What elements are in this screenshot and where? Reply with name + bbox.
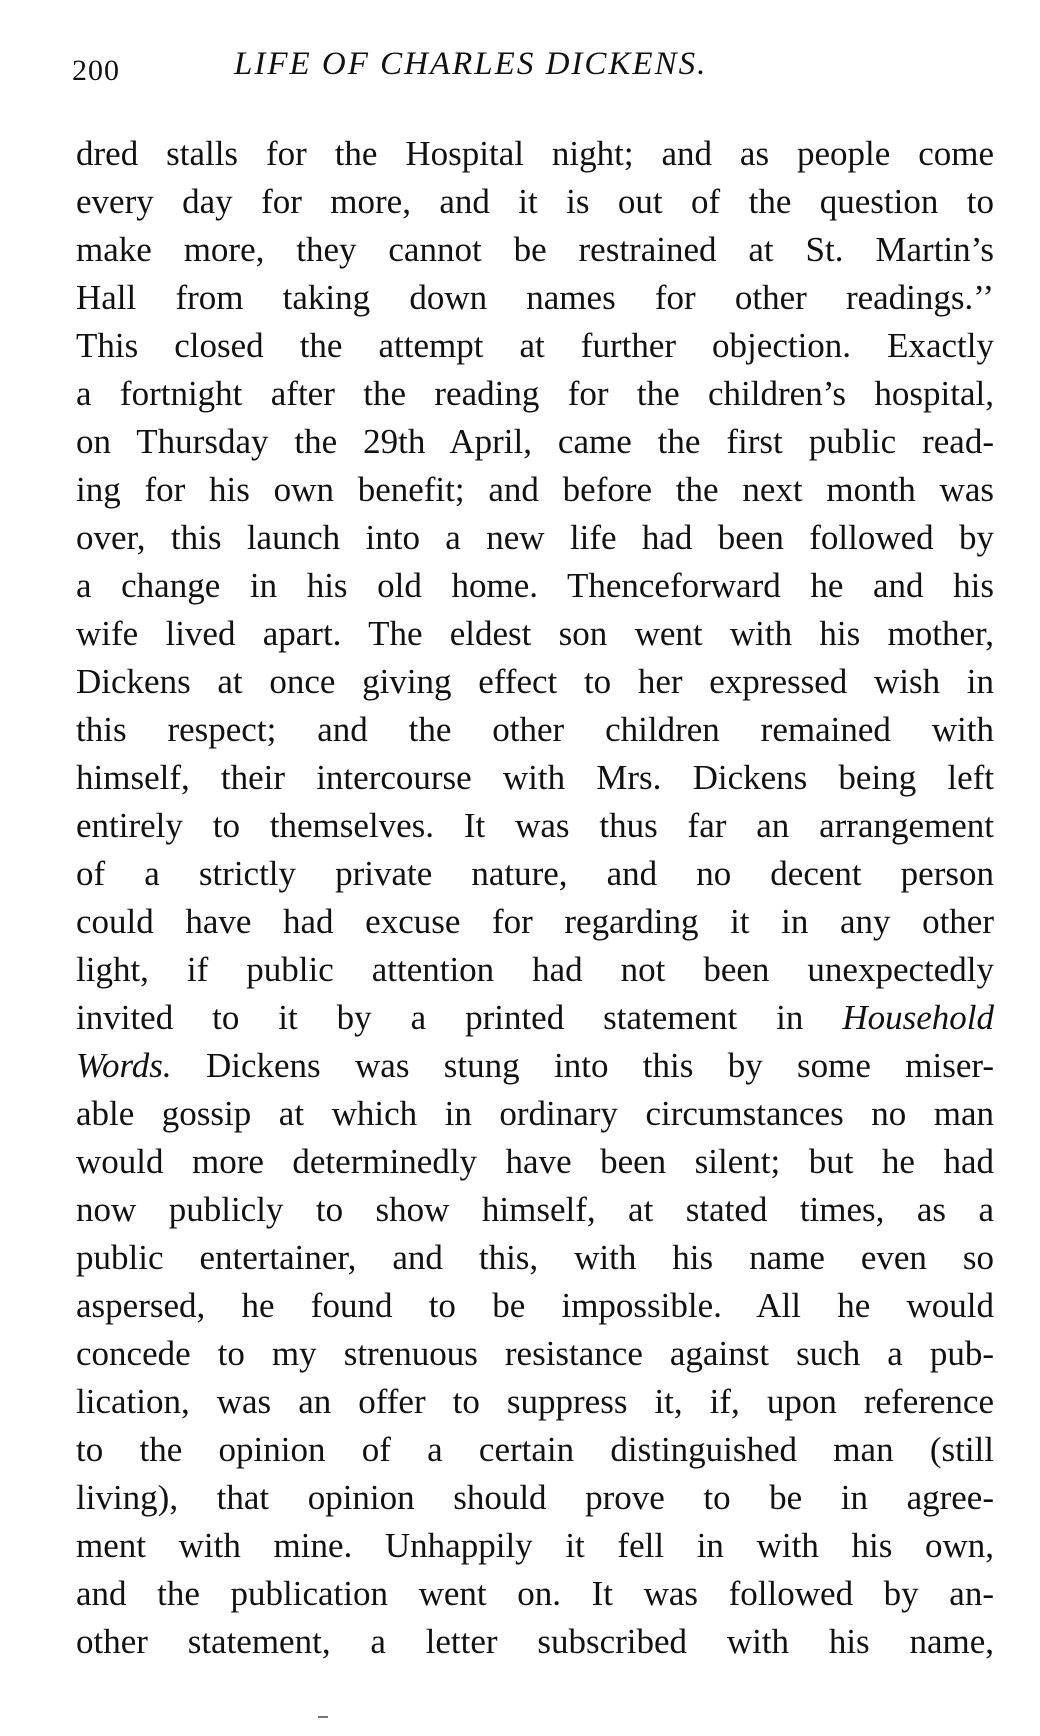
text-segment: living), that opinion should prove to be in agree-: [76, 1478, 994, 1517]
text-line: [76, 1522, 994, 1570]
text-segment: public entertainer, and this, with his name even so: [76, 1238, 994, 1277]
text-line: [76, 418, 994, 466]
text-segment: light, if public attention had not been unexpectedly: [76, 950, 994, 989]
text-segment: himself, their intercourse with Mrs. Dickens being left: [76, 758, 994, 797]
text-segment: now publicly to show himself, at stated times, as a: [76, 1190, 994, 1229]
text-segment: would more determinedly have been silent; but he had: [76, 1142, 994, 1181]
text-segment: able gossip at which in ordinary circumstances no man: [76, 1094, 994, 1133]
text-line: [76, 994, 994, 1042]
text-line: [76, 898, 994, 946]
text-line: [76, 1042, 994, 1090]
text-line: [76, 706, 994, 754]
italic-text: Household: [842, 998, 994, 1037]
text-segment: a change in his old home. Thenceforward he and his: [76, 566, 994, 605]
body-text: [76, 130, 994, 1666]
text-segment: could have had excuse for regarding it in any other: [76, 902, 994, 941]
text-line: [76, 1378, 994, 1426]
text-line: [76, 658, 994, 706]
text-line: [76, 1186, 994, 1234]
text-segment: on Thursday the 29th April, came the first public read-: [76, 422, 994, 461]
text-segment: ment with mine. Unhappily it fell in with his own,: [76, 1526, 994, 1565]
text-line: [76, 1426, 994, 1474]
text-segment: Dickens was stung into this by some miser-: [171, 1046, 994, 1085]
text-segment: ing for his own benefit; and before the next month was: [76, 470, 994, 509]
text-line: [76, 754, 994, 802]
running-head: [72, 46, 832, 90]
text-segment: every day for more, and it is out of the question to: [76, 182, 994, 221]
text-segment: aspersed, he found to be impossible. All he would: [76, 1286, 994, 1325]
text-segment: and the publication went on. It was followed by an-: [76, 1574, 994, 1613]
text-segment: This closed the attempt at further objection. Exactly: [76, 326, 994, 365]
text-segment: make more, they cannot be restrained at St. Martin’s: [76, 230, 994, 269]
text-segment: entirely to themselves. It was thus far an arrangement: [76, 806, 994, 845]
text-line: [76, 1330, 994, 1378]
text-line: [76, 130, 994, 178]
text-segment: Hall from taking down names for other readings.’’: [76, 278, 994, 317]
text-line: [76, 1570, 994, 1618]
text-segment: concede to my strenuous resistance against such a pub-: [76, 1334, 994, 1373]
text-segment: of a strictly private nature, and no decent person: [76, 854, 994, 893]
text-line: [76, 1282, 994, 1330]
text-line: [76, 226, 994, 274]
text-segment: over, this launch into a new life had been followed by: [76, 518, 994, 557]
text-line: [76, 322, 994, 370]
text-line: [76, 466, 994, 514]
text-segment: other statement, a letter subscribed with his name,: [76, 1622, 994, 1661]
text-line: [76, 1138, 994, 1186]
text-segment: a fortnight after the reading for the children’s hospital,: [76, 374, 994, 413]
footer-mark: [318, 1716, 328, 1718]
italic-text: Words.: [76, 1046, 172, 1085]
text-line: [76, 610, 994, 658]
page-number: 200: [72, 54, 120, 87]
text-line: [76, 802, 994, 850]
text-line: [76, 1090, 994, 1138]
text-line: [76, 1234, 994, 1282]
text-line: [76, 274, 994, 322]
text-line: [76, 1618, 994, 1666]
text-line: [76, 178, 994, 226]
text-line: [76, 1474, 994, 1522]
text-segment: lication, was an offer to suppress it, if, upon reference: [76, 1382, 994, 1421]
text-segment: dred stalls for the Hospital night; and as people come: [76, 134, 994, 173]
text-line: [76, 850, 994, 898]
text-segment: wife lived apart. The eldest son went with his mother,: [76, 614, 994, 653]
text-line: [76, 562, 994, 610]
running-title: LIFE OF CHARLES DICKENS.: [234, 46, 708, 82]
text-segment: invited to it by a printed statement in: [76, 998, 843, 1037]
text-segment: this respect; and the other children remained with: [76, 710, 994, 749]
text-line: [76, 514, 994, 562]
text-line: [76, 946, 994, 994]
text-segment: to the opinion of a certain distinguished man (still: [76, 1430, 994, 1469]
text-segment: Dickens at once giving effect to her expressed wish in: [76, 662, 994, 701]
text-line: [76, 370, 994, 418]
